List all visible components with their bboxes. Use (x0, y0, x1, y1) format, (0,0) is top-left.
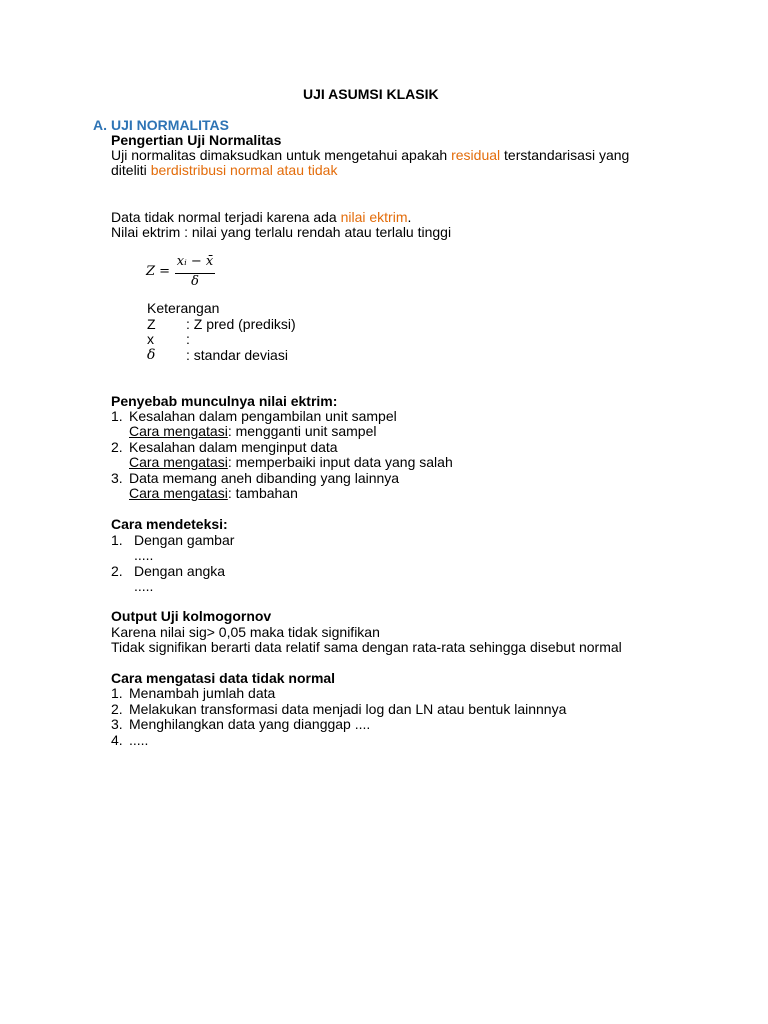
text: : tambahan (227, 485, 298, 501)
cara-mengatasi-label: Cara mengatasi (129, 423, 228, 439)
list-item: ..... (129, 732, 149, 748)
keterangan-sym: x (147, 331, 154, 347)
list-num: 3. (111, 716, 123, 732)
text: : mengganti unit sampel (227, 423, 377, 439)
text: . (407, 209, 412, 225)
output-line-2: Tidak signifikan berarti data relatif sama dengan rata-rata sehingga disebut normal (111, 639, 622, 655)
text: : memperbaiki input data yang salah (227, 454, 453, 470)
text: Uji normalitas dimaksudkan untuk mengetahui apakah (111, 147, 452, 163)
list-item: Kesalahan dalam menginput data (129, 439, 338, 455)
highlight-nilai-ektrim: nilai ektrim (340, 209, 408, 225)
cara-mengatasi-line (129, 486, 298, 502)
keterangan-desc: : Z pred (prediksi) (186, 316, 296, 332)
list-item: Melakukan transformasi data menjadi log dan LN atau bentuk lainnnya (129, 701, 567, 717)
highlight-residual: residual (451, 147, 501, 163)
penyebab-heading: Penyebab munculnya nilai ektrim: (111, 393, 338, 409)
list-sub: ..... (134, 578, 154, 594)
list-num: 4. (111, 732, 123, 748)
formula-denominator: δ (191, 274, 199, 289)
keterangan-desc: : standar deviasi (186, 347, 288, 363)
formula-lhs: Z = (146, 264, 171, 279)
list-num: 1. (111, 408, 123, 424)
keterangan-sym: δ (147, 347, 156, 363)
cara-mengatasi-label: Cara mengatasi (129, 485, 228, 501)
list-num: 2. (111, 439, 123, 455)
keterangan-label: Keterangan (147, 300, 220, 316)
pengertian-line-2 (111, 163, 337, 179)
list-item: Kesalahan dalam pengambilan unit sampel (129, 408, 397, 424)
list-sub: ..... (134, 547, 154, 563)
formula-fraction (166, 254, 230, 290)
list-item: Data memang aneh dibanding yang lainnya (129, 470, 400, 486)
list-item: Dengan gambar (134, 532, 235, 548)
subheading-pengertian: Pengertian Uji Normalitas (111, 132, 282, 148)
cara-mengatasi-line (129, 424, 376, 440)
keterangan-sym: Z (147, 316, 156, 332)
mendeteksi-heading: Cara mendeteksi: (111, 516, 228, 532)
section-a-heading: UJI NORMALITAS (111, 117, 229, 133)
cara-mengatasi-label: Cara mengatasi (129, 454, 228, 470)
list-item: Dengan angka (134, 563, 226, 579)
section-a-marker: A. (93, 117, 107, 133)
formula-numerator: xᵢ − x̄ (176, 254, 214, 269)
highlight-berdistribusi: berdistribusi normal atau tidak (150, 162, 338, 178)
output-line-1: Karena nilai sig> 0,05 maka tidak signifikan (111, 624, 380, 640)
list-num: 3. (111, 470, 123, 486)
text: Data tidak normal terjadi karena ada (111, 209, 341, 225)
list-num: 1. (111, 532, 123, 548)
list-num: 2. (111, 563, 123, 579)
list-num: 2. (111, 701, 123, 717)
cara-mengatasi-line (129, 455, 453, 471)
keterangan-desc: : (186, 331, 190, 347)
list-num: 1. (111, 685, 123, 701)
text: diteliti (111, 162, 151, 178)
list-item: Menambah jumlah data (129, 685, 276, 701)
mengatasi-heading: Cara mengatasi data tidak normal (111, 670, 336, 686)
output-heading: Output Uji kolmogornov (111, 608, 272, 624)
page-title: UJI ASUMSI KLASIK (303, 86, 439, 102)
ekstrim-line-2: Nilai ektrim : nilai yang terlalu rendah atau terlalu tinggi (111, 224, 452, 240)
list-item: Menghilangkan data yang dianggap .... (129, 716, 371, 732)
text: terstandarisasi yang (500, 147, 630, 163)
